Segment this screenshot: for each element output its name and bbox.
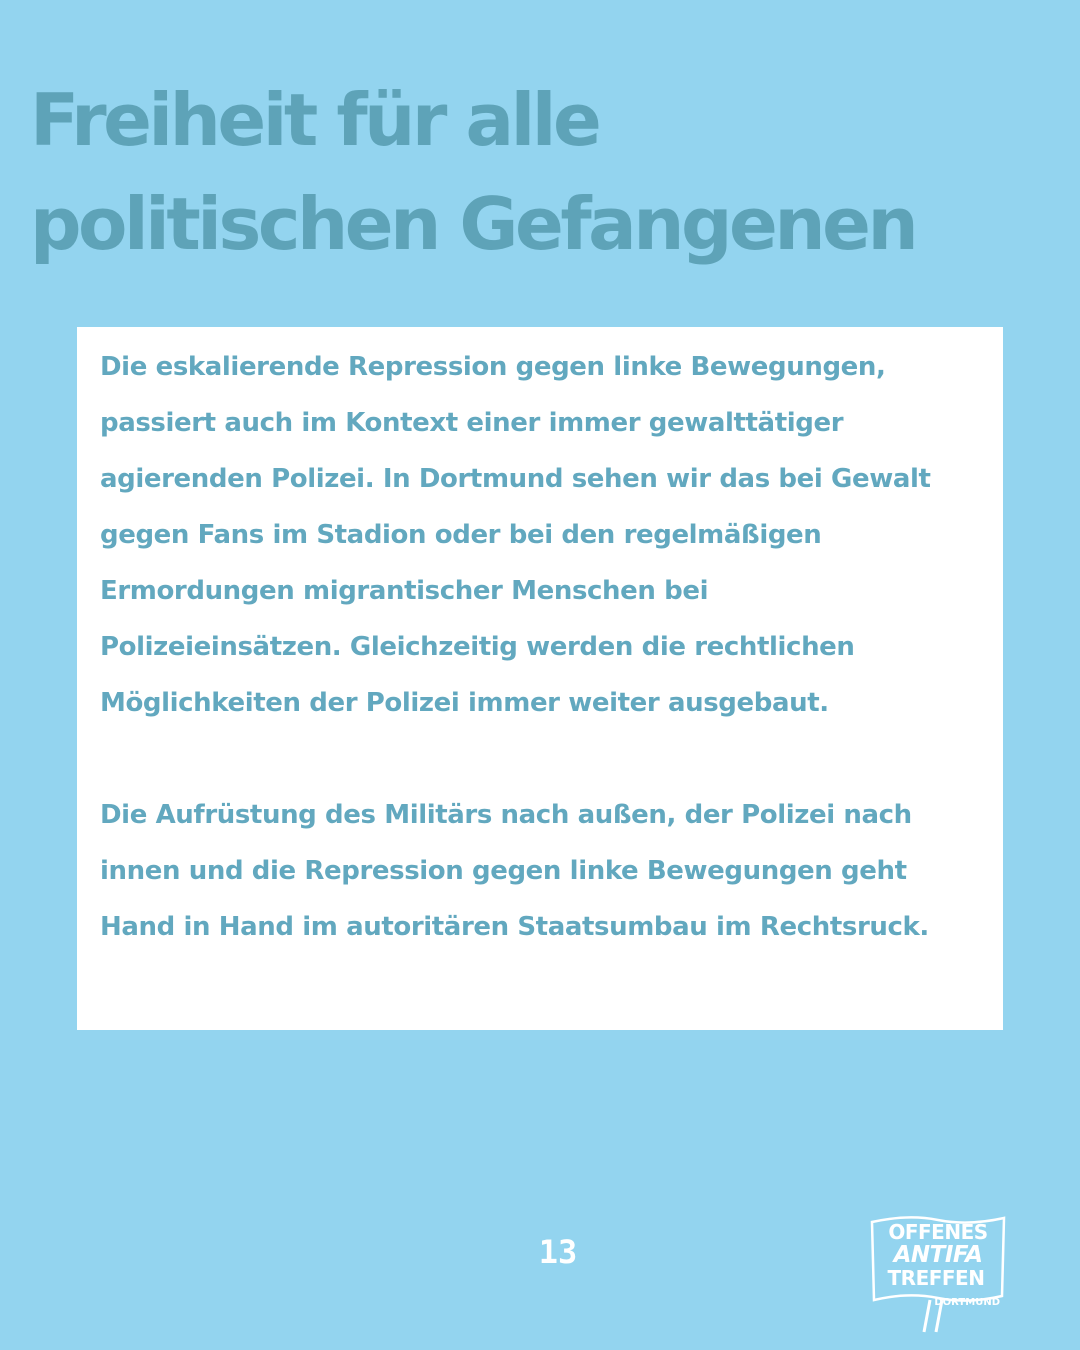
paragraph-2 [100,787,993,955]
headline-line-1: Freiheit für alle [30,78,599,162]
paragraph-1-line: passiert auch im Kontext einer immer gewalttätiger [100,408,844,438]
paragraph-1 [100,339,993,731]
text-box [77,327,1003,1030]
paragraph-1-line: Ermordungen migrantischer Menschen bei [100,576,709,606]
paragraph-2-line: innen und die Repression gegen linke Bewegungen geht [100,856,907,886]
logo-text-offenes: OFFENES [888,1220,988,1244]
antifa-logo [868,1214,1008,1336]
paragraph-1-line: Die eskalierende Repression gegen linke Bewegungen, [100,352,886,382]
page-number: 13 [538,1233,578,1271]
paragraph-1-line: agierenden Polizei. In Dortmund sehen wir das bei Gewalt [100,464,931,494]
headline-line-2: politischen Gefangenen [30,182,916,266]
paragraph-1-line: Polizeieinsätzen. Gleichzeitig werden die rechtlichen [100,632,855,662]
paragraph-2-line: Hand in Hand im autoritären Staatsumbau im Rechtsruck. [100,912,929,942]
paragraph-1-line: Möglichkeiten der Polizei immer weiter ausgebaut. [100,688,829,718]
paragraph-1-line: gegen Fans im Stadion oder bei den regelmäßigen [100,520,822,550]
logo-graphic [868,1214,1008,1336]
paragraph-2-line: Die Aufrüstung des Militärs nach außen, der Polizei nach [100,800,912,830]
page-headline [30,68,1075,276]
logo-text-antifa: ANTIFA [893,1242,983,1268]
logo-text-dortmund: DORTMUND [934,1297,1000,1308]
logo-text-treffen: TREFFEN [887,1266,985,1290]
